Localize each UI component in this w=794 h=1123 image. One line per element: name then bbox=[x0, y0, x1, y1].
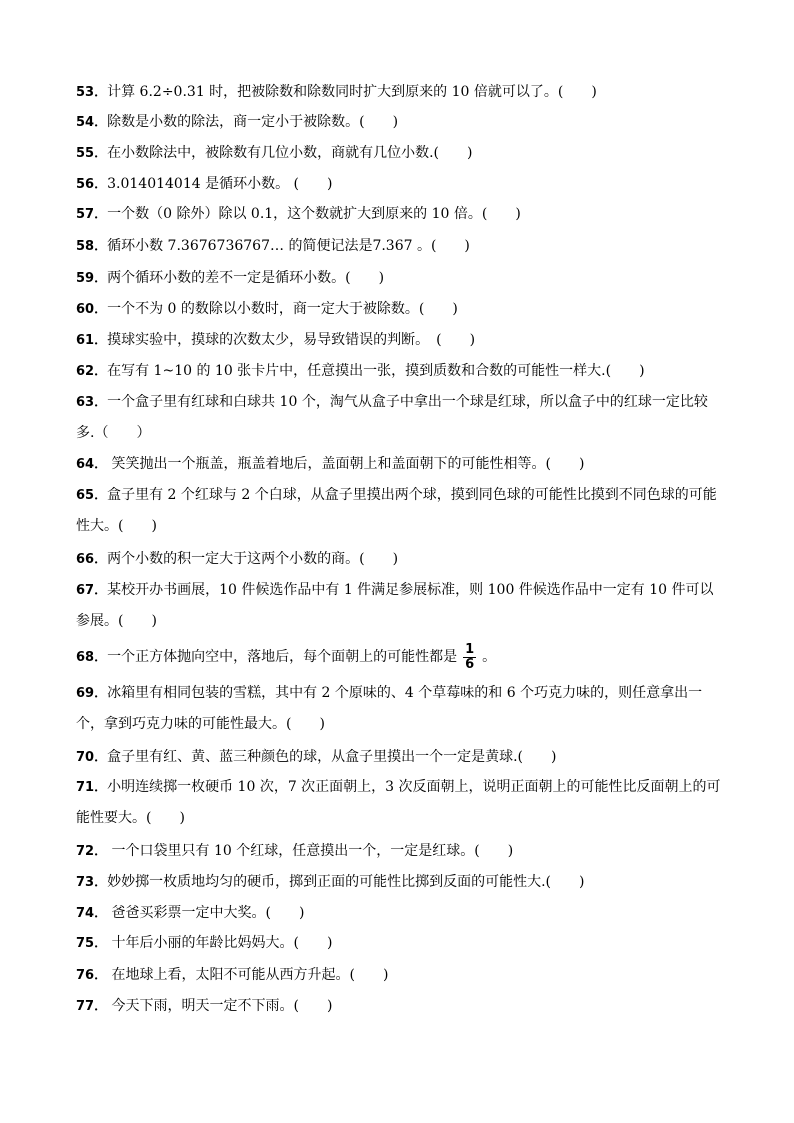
question-number: 60 bbox=[76, 302, 95, 317]
question-text: 计算 6.2÷0.31 时，把被除数和除数同时扩大到原来的 10 倍就可以了。( ) bbox=[107, 84, 597, 100]
question-text: 一个数（0 除外）除以 0.1，这个数就扩大到原来的 10 倍。( ) bbox=[107, 206, 521, 222]
question-number: 62 bbox=[76, 364, 95, 379]
question-text: 今天下雨，明天一定不下雨。( ) bbox=[107, 998, 333, 1014]
question-text: 两个小数的积一定大于这两个小数的商。( ) bbox=[107, 551, 399, 567]
question-60: 60．一个不为 0 的数除以小数时，商一定大于被除数。( ) bbox=[76, 301, 458, 317]
question-number: 70 bbox=[76, 750, 95, 765]
question-61: 61．摸球实验中，摸球的次数太少，易导致错误的判断。 ( ) bbox=[76, 332, 476, 348]
question-text: 一个正方体抛向空中，落地后，每个面朝上的可能性都是 bbox=[107, 649, 458, 665]
question-text: 除数是小数的除法，商一定小于被除数。( ) bbox=[107, 114, 399, 130]
question-number: 72 bbox=[76, 844, 95, 859]
question-number: 74 bbox=[76, 906, 95, 921]
question-number: 59 bbox=[76, 271, 95, 286]
question-74: 74． 爸爸买彩票一定中大奖。( ) bbox=[76, 905, 305, 921]
fraction-denominator: 6 bbox=[465, 656, 475, 672]
question-64: 64． 笑笑抛出一个瓶盖，瓶盖着地后，盖面朝上和盖面朝下的可能性相等。( ) bbox=[76, 456, 585, 472]
fraction-numerator: 1 bbox=[465, 641, 475, 657]
question-text: 3.014014014 是循环小数。 ( ) bbox=[107, 176, 333, 192]
question-text: 一个口袋里只有 10 个红球，任意摸出一个，一定是红球。( ) bbox=[107, 843, 514, 859]
question-number: 69 bbox=[76, 686, 95, 701]
question-54: 54．除数是小数的除法，商一定小于被除数。( ) bbox=[76, 114, 399, 130]
question-text: 在写有 1~10 的 10 张卡片中，任意摸出一张，摸到质数和合数的可能性一样大.( ) bbox=[107, 363, 645, 379]
question-text: 十年后小丽的年龄比妈妈大。( ) bbox=[107, 935, 333, 951]
question-number: 67 bbox=[76, 583, 95, 598]
question-72: 72． 一个口袋里只有 10 个红球，任意摸出一个，一定是红球。( ) bbox=[76, 843, 514, 859]
question-68: 68．一个正方体抛向空中，落地后，每个面朝上的可能性都是 $\frac{1}{6}$ 。 bbox=[76, 641, 497, 672]
question-69: 69．冰箱里有相同包装的雪糕，其中有 2 个原味的、4 个草莓味的和 6 个巧克力味的，则任意拿出一个，拿到巧克力味的可能性最大。( ) bbox=[76, 685, 703, 732]
question-text: 盒子里有红、黄、蓝三种颜色的球，从盒子里摸出一个一定是黄球.( ) bbox=[107, 749, 557, 765]
question-text: 妙妙掷一枚质地均匀的硬币，掷到正面的可能性比掷到反面的可能性大.( ) bbox=[107, 874, 585, 890]
question-number: 56 bbox=[76, 177, 95, 192]
question-text: 盒子里有 2 个红球与 2 个白球，从盒子里摸出两个球，摸到同色球的可能性比摸到不同色球的可能性大。( ) bbox=[76, 487, 717, 534]
question-number: 73 bbox=[76, 875, 95, 890]
question-73: 73．妙妙掷一枚质地均匀的硬币，掷到正面的可能性比掷到反面的可能性大.( ) bbox=[76, 874, 585, 890]
question-58: 58．循环小数 7.3676736767… 的简便记法是7.367 。( ) bbox=[76, 238, 470, 254]
question-text: 循环小数 7.3676736767… 的简便记法是7.367 。( ) bbox=[107, 238, 470, 254]
question-75: 75． 十年后小丽的年龄比妈妈大。( ) bbox=[76, 935, 333, 951]
question-text: 在地球上看，太阳不可能从西方升起。( ) bbox=[107, 967, 389, 983]
question-number: 77 bbox=[76, 999, 95, 1014]
question-53: 53．计算 6.2÷0.31 时，把被除数和除数同时扩大到原来的 10 倍就可以了。( ) bbox=[76, 84, 597, 100]
question-59: 59．两个循环小数的差不一定是循环小数。( ) bbox=[76, 270, 385, 286]
question-71: 71．小明连续掷一枚硬币 10 次，7 次正面朝上，3 次反面朝上，说明正面朝上的可能性比反面朝上的可能性要大。( ) bbox=[76, 779, 721, 826]
question-number: 71 bbox=[76, 780, 95, 795]
fraction bbox=[463, 643, 476, 672]
question-text: 两个循环小数的差不一定是循环小数。( ) bbox=[107, 270, 385, 286]
question-number: 53 bbox=[76, 85, 95, 100]
question-number: 64 bbox=[76, 457, 95, 472]
question-number: 55 bbox=[76, 146, 95, 161]
question-text: 某校开办书画展，10 件候选作品中有 1 件满足参展标准，则 100 件候选作品中一定有 10 件可以参展。( ) bbox=[76, 582, 714, 629]
question-number: 65 bbox=[76, 488, 95, 503]
question-number: 66 bbox=[76, 552, 95, 567]
question-number: 57 bbox=[76, 207, 95, 222]
question-number: 76 bbox=[76, 968, 95, 983]
question-number: 68 bbox=[76, 650, 95, 665]
question-number: 61 bbox=[76, 333, 95, 348]
question-number: 63 bbox=[76, 395, 95, 410]
question-65: 65．盒子里有 2 个红球与 2 个白球，从盒子里摸出两个球，摸到同色球的可能性比摸到不同色球的可能性大。( ) bbox=[76, 487, 717, 534]
question-70: 70．盒子里有红、黄、蓝三种颜色的球，从盒子里摸出一个一定是黄球.( ) bbox=[76, 749, 557, 765]
question-56: 56．3.014014014 是循环小数。 ( ) bbox=[76, 176, 333, 192]
question-text: 摸球实验中，摸球的次数太少，易导致错误的判断。 ( ) bbox=[107, 332, 476, 348]
question-63: 63．一个盒子里有红球和白球共 10 个，淘气从盒子中拿出一个球是红球，所以盒子中的红球一定比较多.（ ） bbox=[76, 394, 708, 441]
question-55: 55．在小数除法中，被除数有几位小数，商就有几位小数.( ) bbox=[76, 145, 473, 161]
question-text: 一个盒子里有红球和白球共 10 个，淘气从盒子中拿出一个球是红球，所以盒子中的红球一定比较多.（ ） bbox=[76, 394, 708, 441]
question-66: 66．两个小数的积一定大于这两个小数的商。( ) bbox=[76, 551, 399, 567]
question-62: 62．在写有 1~10 的 10 张卡片中，任意摸出一张，摸到质数和合数的可能性一样大.( ) bbox=[76, 363, 645, 379]
question-number: 58 bbox=[76, 239, 95, 254]
question-text: 一个不为 0 的数除以小数时，商一定大于被除数。( ) bbox=[107, 301, 458, 317]
question-77: 77． 今天下雨，明天一定不下雨。( ) bbox=[76, 998, 333, 1014]
question-number: 54 bbox=[76, 115, 95, 130]
question-text: 冰箱里有相同包装的雪糕，其中有 2 个原味的、4 个草莓味的和 6 个巧克力味的，则任意拿出一个，拿到巧克力味的可能性最大。( ) bbox=[76, 685, 703, 732]
question-57: 57．一个数（0 除外）除以 0.1，这个数就扩大到原来的 10 倍。( ) bbox=[76, 206, 521, 222]
question-number: 75 bbox=[76, 936, 95, 951]
question-67: 67．某校开办书画展，10 件候选作品中有 1 件满足参展标准，则 100 件候选作品中一定有 10 件可以参展。( ) bbox=[76, 582, 714, 629]
question-text: 笑笑抛出一个瓶盖，瓶盖着地后，盖面朝上和盖面朝下的可能性相等。( ) bbox=[107, 456, 585, 472]
question-text: 小明连续掷一枚硬币 10 次，7 次正面朝上，3 次反面朝上，说明正面朝上的可能性比反面朝上的可能性要大。( ) bbox=[76, 779, 721, 826]
question-text: 爸爸买彩票一定中大奖。( ) bbox=[107, 905, 305, 921]
question-76: 76． 在地球上看，太阳不可能从西方升起。( ) bbox=[76, 967, 389, 983]
question-text-end: 。 bbox=[482, 649, 497, 665]
question-text: 在小数除法中，被除数有几位小数，商就有几位小数.( ) bbox=[107, 145, 473, 161]
